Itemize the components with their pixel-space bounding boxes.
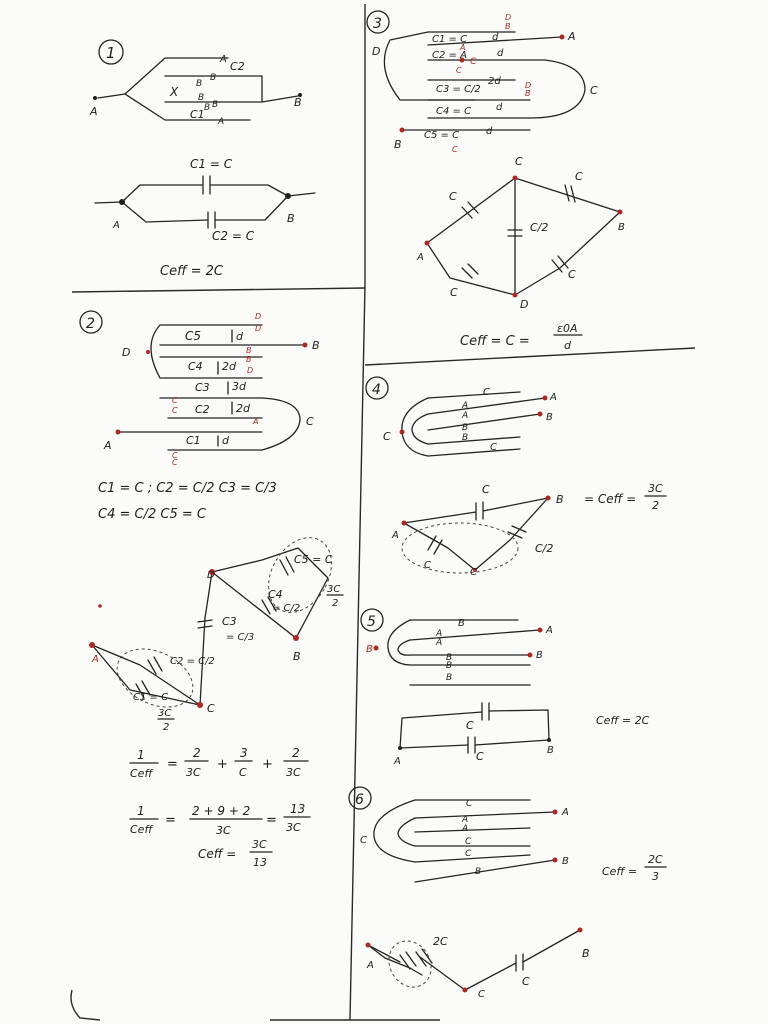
problem-number: 6 (355, 792, 364, 808)
plate-tag: B (505, 22, 511, 31)
label-x: X (170, 85, 179, 99)
node-b (285, 193, 291, 199)
node-b: B (546, 412, 553, 423)
plate-tag: B (525, 89, 531, 98)
divider-bottom-vertical (350, 285, 365, 1020)
plate-4 (428, 437, 520, 444)
label-c: C (490, 442, 497, 453)
result-den: d (564, 339, 571, 352)
label-c: C (478, 989, 485, 1000)
label-bottom-right: C (568, 268, 576, 281)
terminal-c (400, 430, 405, 435)
result-lhs: Ceff = C = (460, 334, 530, 349)
plus-sign: + (217, 757, 228, 772)
capacitor-plate (428, 536, 436, 550)
wire-bottom-left (400, 745, 468, 748)
equation-1 (130, 746, 308, 780)
node-a: A (546, 625, 553, 636)
label-c1: C1 = C (432, 34, 468, 45)
result: Ceff = 2C (596, 714, 650, 727)
node-a (425, 241, 430, 246)
label-a: A (90, 105, 98, 118)
plate-diagram (103, 312, 320, 467)
label-a: A (92, 654, 99, 665)
wire-bottom-left (122, 202, 208, 222)
node-b (293, 635, 299, 641)
label-cap1: 2C (433, 935, 448, 948)
plate-diagram (89, 54, 302, 127)
wire-right (262, 76, 298, 102)
term-num: 2 (193, 746, 201, 760)
result (460, 322, 582, 352)
problem-6 (349, 787, 666, 1000)
label-series-sum: 3C (327, 584, 341, 595)
label: B (462, 433, 469, 443)
problem-number: 4 (372, 382, 381, 398)
label: B (475, 867, 482, 877)
result-num: ε0A (557, 322, 578, 335)
plate-diagram (372, 13, 598, 154)
node-c: C (306, 415, 314, 428)
node-a: A (568, 30, 576, 43)
label-c2: C2 = A (432, 50, 467, 61)
label-c5: C5 = C (294, 553, 333, 566)
terminal-a (560, 35, 565, 40)
label: B (462, 423, 469, 433)
eq-den: 3C (216, 824, 231, 837)
circuit-diagram (366, 928, 590, 1001)
node-c: C (590, 84, 598, 97)
label-c4: C4 = C (436, 106, 472, 117)
wire-bottom-right (215, 196, 288, 220)
terminal-a (116, 430, 121, 435)
plate-tag: A (253, 417, 259, 426)
plate-tag: C (172, 406, 178, 415)
label: A (436, 629, 443, 639)
label-a: A (417, 252, 424, 263)
plate-tag: D (505, 13, 512, 22)
result-num: 3C (648, 482, 663, 495)
node-b: B (536, 650, 543, 661)
label-series-sum-den: 2 (163, 722, 170, 733)
label: B (446, 653, 453, 663)
wire-lower (125, 94, 250, 120)
label-b: B (547, 745, 554, 756)
label: B (198, 93, 205, 103)
stray-dot (98, 604, 102, 608)
plate-tag: C (452, 145, 458, 154)
label-c4: C4 (268, 588, 283, 601)
plate-2 (428, 398, 545, 414)
capacitor-plate (462, 268, 472, 278)
terminal-a (93, 96, 97, 100)
wire-b (523, 930, 580, 962)
capacitor-plate (416, 952, 426, 966)
circuit-diagram (391, 483, 564, 578)
eq-lhs-num: 1 (137, 804, 145, 818)
plate-tag: D (255, 324, 262, 333)
plate-5 (428, 449, 520, 456)
terminal-b (400, 128, 405, 133)
label-c1: C1 = C (190, 157, 233, 171)
terminal-a (538, 628, 543, 633)
plate-6 (415, 860, 555, 882)
label-b: B (287, 212, 295, 225)
term-den: C (239, 766, 247, 779)
terminal-a (553, 810, 558, 815)
eq-num: 2 + 9 + 2 (192, 804, 251, 818)
grouping-ellipse (108, 638, 202, 719)
capacitor-c5-plate (286, 557, 294, 572)
label-series-sum: 3C (158, 708, 172, 719)
terminal-b (538, 412, 543, 417)
label-c: C (466, 719, 474, 732)
label-c: C (483, 387, 490, 398)
eq-lhs: Ceff = (198, 847, 237, 861)
loop-right (262, 398, 300, 450)
node-a: A (550, 392, 557, 403)
equals-sign: = (266, 813, 277, 828)
label-c5: C5 (185, 329, 202, 343)
label-bottom-left: C (450, 286, 458, 299)
label-b: B (618, 222, 625, 233)
term-num: 2 (292, 746, 300, 760)
label: B (446, 661, 453, 671)
label-c2: C2 = C (212, 229, 255, 243)
label: A (462, 411, 469, 421)
eq-lhs-den: Ceff (130, 823, 153, 836)
bridge-circuit (416, 155, 625, 311)
capacitor-plate (406, 952, 416, 966)
problem-number: 1 (106, 44, 116, 62)
equation-2 (130, 802, 310, 837)
gap-2d: 2d (222, 360, 236, 373)
divider-right-horizontal (365, 348, 695, 365)
label-c3: C3 (222, 615, 237, 628)
label: C (465, 837, 472, 847)
result: Ceff = 2C (160, 264, 223, 279)
label: A (218, 117, 225, 127)
wire-top-right (210, 185, 315, 196)
problem-number: 2 (86, 316, 95, 332)
eq-lhs-den: Ceff (130, 767, 153, 780)
result-den: 2 (652, 499, 659, 512)
label-b: B (293, 650, 301, 663)
wire-d-c (200, 572, 212, 705)
node-a (398, 746, 402, 750)
loop-inner (412, 414, 428, 444)
label-a: A (394, 756, 401, 767)
junction-d (146, 350, 150, 354)
eq-den: 13 (253, 856, 267, 869)
term-den: 3C (186, 766, 201, 779)
plate-2 (415, 812, 555, 818)
equivalent-circuit (89, 526, 344, 733)
plate-tag: D (247, 366, 254, 375)
terminal-left (374, 646, 379, 651)
result (584, 482, 666, 512)
label-b: B (582, 947, 590, 960)
label-c2: C2 (195, 403, 210, 416)
problem-5 (361, 609, 650, 767)
label-d: D (207, 570, 215, 581)
eq-lhs-num: 1 (137, 748, 145, 762)
capacitor-plate (565, 185, 569, 201)
label: B (446, 673, 453, 683)
plate-tag: C (470, 57, 477, 67)
divider-left-horizontal (72, 288, 365, 292)
label-cap2: C (522, 975, 530, 988)
plate-diagram (383, 387, 557, 456)
plate-tag: C (172, 396, 178, 405)
capacitor-plate (512, 526, 526, 532)
label-c3-value: = C/3 (226, 632, 255, 643)
label-c1: C1 = C (133, 692, 169, 703)
equals-sign: = (165, 813, 176, 828)
node-a: A (104, 439, 112, 452)
label-c4: C4 (188, 360, 203, 373)
label: A (462, 401, 469, 411)
wire-top-right (489, 710, 549, 740)
gap-2d: 2d (488, 76, 501, 87)
capacitor-plate (400, 955, 410, 969)
result-lhs: = Ceff = (584, 492, 637, 506)
gap-d: d (236, 330, 243, 343)
problem-4 (366, 377, 666, 578)
gap-d: d (497, 48, 504, 59)
label: B (212, 100, 219, 110)
capacitor-plate (571, 186, 575, 202)
wire-mid (420, 957, 516, 990)
result-lhs: Ceff = (602, 865, 638, 878)
gap-d: d (486, 126, 493, 137)
node-b (547, 738, 551, 742)
label-c3: C3 (195, 381, 210, 394)
label: B (196, 79, 203, 89)
label-left: C (449, 190, 457, 203)
label: A (220, 54, 227, 65)
node-b (578, 928, 583, 933)
node-d: D (372, 45, 381, 58)
terminal-b (553, 858, 558, 863)
values-line-2: C4 = C/2 C5 = C (98, 507, 206, 522)
label: A (436, 638, 443, 648)
label-c5: C5 = C (424, 130, 460, 141)
label: B (210, 73, 217, 83)
plate-diagram (366, 618, 553, 685)
problem-1 (89, 40, 315, 279)
loop-inner (398, 818, 415, 846)
terminal-b (528, 653, 533, 658)
circuit-diagram (95, 157, 315, 243)
terminal-b (303, 343, 308, 348)
label: C (466, 799, 473, 809)
label-top: C (482, 483, 490, 496)
eq-rhs-num: 13 (290, 802, 306, 816)
plate-tag: C (172, 458, 178, 467)
capacitor-c2-plate (154, 657, 162, 671)
label-c3: C3 = C/2 (436, 84, 481, 95)
plate-tag: C (172, 451, 178, 460)
result (602, 853, 666, 883)
label-right: C/2 (535, 542, 554, 555)
node-a (89, 642, 95, 648)
plate-tag: D (525, 81, 532, 90)
plate-tag: C (456, 66, 462, 75)
label-c: C (207, 702, 215, 715)
plate-tag: B (246, 346, 252, 355)
label-b: B (294, 96, 302, 109)
node-c (513, 176, 518, 181)
label-c1: C1 (186, 434, 201, 447)
equation-3 (198, 838, 272, 869)
label-c1: C1 (190, 108, 205, 121)
label-a: A (113, 220, 120, 231)
result-den: 3 (652, 870, 659, 883)
label-bottom: C (470, 567, 477, 578)
problem-2 (80, 311, 344, 869)
loop-outer (402, 398, 428, 456)
label: A (462, 815, 469, 825)
loop-outer (388, 620, 410, 665)
capacitor-plate (468, 264, 478, 274)
node-left: B (366, 644, 373, 655)
problem-3 (367, 11, 625, 352)
node-b: B (562, 856, 569, 867)
label-a: A (392, 530, 399, 541)
label-c4-value: = C/2 (272, 603, 301, 614)
wire-bottom-right (475, 740, 549, 745)
wire-upper (98, 58, 228, 98)
gap-2d: 2d (236, 402, 250, 415)
loop-inner (398, 640, 410, 655)
term-num: 3 (240, 746, 248, 760)
equals-sign: = (167, 757, 178, 772)
plate-diagram (360, 799, 569, 882)
gap-3d: 3d (232, 380, 246, 393)
label-c: C (476, 750, 484, 763)
label: C (465, 849, 472, 859)
label-a: A (367, 960, 374, 971)
problem-number: 5 (367, 614, 376, 630)
label-top: C (515, 155, 523, 168)
node-d: D (122, 346, 131, 359)
node-a (366, 943, 371, 948)
node-b (546, 496, 551, 501)
plate-tag: A (460, 43, 466, 52)
loop-outer (374, 800, 415, 862)
label-left: C (424, 560, 431, 571)
node-a: A (562, 807, 569, 818)
plus-sign: + (262, 757, 273, 772)
eq-num: 3C (252, 838, 267, 851)
eq-rhs-den: 3C (286, 821, 301, 834)
node-c: C (360, 835, 367, 846)
plate-tag: B (246, 355, 252, 364)
plate-3 (428, 414, 540, 430)
term-den: 3C (286, 766, 301, 779)
circuit-diagram (393, 703, 554, 767)
loop-left (151, 325, 160, 378)
node-a (119, 199, 125, 205)
label-b: B (556, 493, 564, 506)
node-c: C (383, 430, 391, 443)
node-b: B (394, 138, 402, 151)
node-c (197, 702, 203, 708)
wire-top-left (95, 185, 203, 203)
wire-top-left (404, 512, 476, 523)
plate-1 (428, 392, 520, 398)
result-num: 2C (648, 853, 663, 866)
terminal-a (543, 396, 548, 401)
plate-tag: D (255, 312, 262, 321)
gap-d: d (492, 32, 499, 43)
label-c2: C2 = C/2 (170, 656, 215, 667)
plate-3 (415, 828, 530, 832)
node-b: B (312, 339, 320, 352)
node-d (513, 293, 518, 298)
node-a (402, 521, 407, 526)
label-series-sum-den: 2 (332, 598, 339, 609)
corner-mark (71, 990, 100, 1020)
label-middle: C/2 (530, 221, 549, 234)
label: B (204, 103, 211, 113)
gap-d: d (222, 434, 229, 447)
label-c2: C2 (230, 60, 245, 73)
label: B (458, 618, 465, 629)
values-line-1: C1 = C ; C2 = C/2 C3 = C/3 (98, 481, 277, 496)
label-d: D (520, 298, 529, 311)
capacitor-c5-plate (280, 560, 288, 575)
label-right: C (575, 170, 583, 183)
node-b (618, 210, 623, 215)
node-c (463, 988, 468, 993)
label: A (462, 824, 469, 834)
plate-2 (410, 630, 540, 640)
gap-d: d (496, 102, 503, 113)
problem-number: 3 (373, 16, 382, 32)
plate-5 (415, 855, 530, 862)
